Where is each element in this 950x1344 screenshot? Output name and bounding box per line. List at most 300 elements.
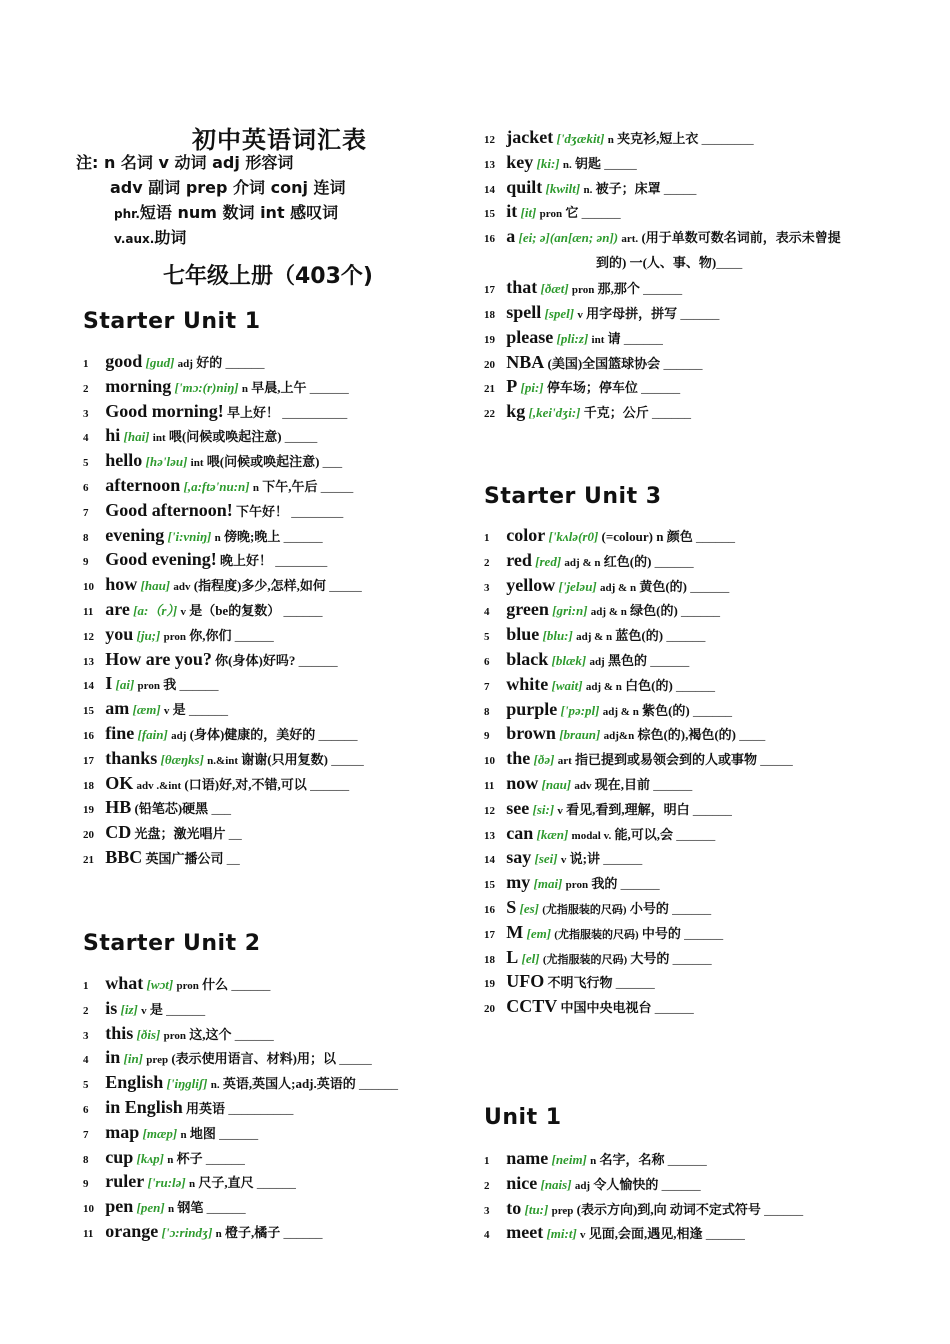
entry-number: 16: [484, 903, 495, 916]
unit-heading-starter-1: Starter Unit 1: [83, 309, 261, 334]
entry-blank: ______: [672, 950, 712, 966]
entry-word: red: [506, 549, 532, 570]
entry-blank: ________: [275, 553, 328, 569]
entry-phonetic: [pli:z]: [556, 330, 589, 346]
entry-word: ruler: [105, 1171, 145, 1192]
entry-word: in English: [105, 1096, 183, 1117]
entry-word: I: [105, 673, 113, 694]
entry-blank: ______: [684, 925, 724, 941]
entry-number: 10: [83, 581, 94, 594]
entry-blank: ______: [234, 1026, 274, 1042]
entry-blank: ______: [234, 627, 274, 643]
entry-phonetic: [wait]: [551, 677, 583, 693]
entry-definition: 不明飞行物: [547, 975, 613, 991]
legend-line-1: 注: n 名词 v 动词 adj 形容词: [76, 153, 294, 172]
word-entry: [83, 721, 364, 746]
entry-phonetic: [es]: [519, 900, 540, 916]
word-entry: [484, 969, 793, 994]
entry-phonetic: [gud]: [145, 355, 175, 370]
entry-number: 1: [484, 1155, 490, 1167]
entry-number: 15: [484, 879, 495, 892]
entry-phonetic: [kʌp]: [136, 1150, 164, 1166]
entry-pos: int: [190, 457, 204, 470]
entry-pos: adj & n: [600, 581, 637, 594]
entry-blank: ______: [690, 578, 730, 594]
entry-blank: ______: [581, 205, 621, 221]
entry-number: 22: [484, 408, 495, 421]
word-entry: [484, 746, 793, 771]
entry-number: 17: [484, 928, 495, 941]
entry-word: UFO: [506, 971, 545, 992]
entry-pos: modal v.: [571, 829, 612, 842]
entry-blank: ______: [603, 851, 643, 867]
entry-phonetic: [nais]: [540, 1176, 572, 1192]
entry-number: 20: [484, 1003, 495, 1016]
entry-phonetic: [kæn]: [536, 826, 569, 842]
entry-word: the: [506, 748, 531, 769]
entry-definition: 黑色的: [607, 652, 647, 668]
entry-number: 7: [83, 1128, 89, 1141]
entry-word: brown: [506, 723, 556, 744]
entry-number: 6: [484, 655, 490, 668]
entry-definition: 用字母拼，拼写: [586, 305, 678, 321]
word-entry: [484, 300, 841, 325]
word-entry: [484, 125, 841, 150]
entry-pos: v: [180, 605, 186, 618]
entry-definition: 大号的: [630, 950, 670, 966]
word-entry: [484, 199, 841, 224]
entry-blank: ______: [654, 553, 694, 569]
entry-definition-cont: 到的) 一(人、事、物): [596, 255, 717, 271]
entry-phonetic: [si:]: [532, 801, 555, 817]
entry-word: HB: [105, 797, 132, 818]
word-entry: [484, 275, 841, 300]
entry-word: orange: [105, 1220, 159, 1241]
grade-title: 七年级上册（403个): [163, 264, 373, 289]
entry-blank: ______: [615, 975, 655, 991]
entry-pos: adj & n: [576, 631, 613, 644]
entry-definition: 英国广播公司: [145, 850, 224, 866]
entry-phonetic: ['jeləu]: [558, 578, 597, 594]
entry-word: S: [506, 896, 517, 917]
word-entry: [484, 573, 793, 598]
entry-number: 18: [484, 308, 495, 321]
word-entry: [83, 374, 364, 399]
entry-word: Good evening!: [105, 549, 217, 570]
entry-definition: (美国)全国篮球协会: [547, 355, 661, 371]
entry-blank: _____: [331, 751, 364, 767]
entry-pos: n.: [210, 1079, 220, 1092]
entry-phonetic: [blæk]: [551, 652, 587, 668]
entry-word: hi: [105, 425, 121, 446]
entry-blank: __________: [282, 404, 348, 420]
entry-pos: pron: [176, 980, 199, 992]
entry-blank: ______: [283, 602, 323, 618]
entry-phonetic: [kwilt]: [545, 180, 581, 196]
entry-blank: ______: [676, 826, 716, 842]
entry-word: Good morning!: [105, 400, 224, 421]
entry-pos: pron: [163, 630, 187, 643]
entry-word: this: [105, 1022, 134, 1043]
entry-phonetic: [pi:]: [520, 380, 544, 396]
entry-word: English: [105, 1072, 164, 1093]
entry-pos: adj & n: [602, 705, 639, 718]
entry-pos: n.: [583, 183, 593, 196]
word-entry: [484, 548, 793, 573]
entry-definition: 名字，名称: [599, 1152, 665, 1167]
unit-heading-starter-3: Starter Unit 3: [484, 484, 662, 509]
word-entry: [83, 1021, 398, 1046]
word-entry: [83, 622, 364, 647]
entry-blank: ___: [211, 801, 231, 817]
entry-definition: 是（be的复数）: [189, 602, 281, 618]
entry-number: 9: [83, 556, 89, 569]
word-entry: [83, 845, 364, 870]
entry-word: am: [105, 698, 130, 719]
entry-phonetic: [mæp]: [142, 1125, 178, 1141]
word-entry: [83, 349, 364, 374]
entry-pos: pron: [565, 879, 589, 892]
entry-phonetic: [,ɑ:ftə'nu:n]: [183, 478, 250, 494]
legend-line-3: [114, 200, 338, 223]
entry-definition: 它: [565, 205, 579, 221]
entry-number: 1: [484, 532, 490, 544]
entry-number: 17: [83, 754, 94, 767]
entry-definition: 早上好！: [227, 404, 280, 420]
entry-definition: 你(身体)好吗?: [215, 652, 296, 668]
word-entry: [484, 1196, 803, 1221]
entry-number: 16: [484, 233, 495, 246]
entry-word: evening: [105, 524, 165, 545]
entry-blank: ______: [205, 1150, 245, 1166]
entry-number: 13: [484, 158, 495, 171]
entry-definition: 钢笔: [177, 1200, 204, 1216]
word-entry: [484, 647, 793, 672]
entry-word: thanks: [105, 747, 158, 768]
entry-pos: v: [580, 1229, 586, 1242]
word-entry: [83, 1219, 398, 1244]
entry-definition: 下午,午后: [262, 478, 318, 494]
word-entry: [484, 1146, 803, 1171]
entry-definition: 晚上好！: [220, 553, 273, 569]
entry-number: 11: [83, 605, 94, 618]
word-entry: [484, 1220, 803, 1245]
entry-definition: 什么: [202, 977, 229, 992]
entry-phonetic: [iz]: [120, 1001, 138, 1017]
entry-phonetic: [em]: [526, 925, 552, 941]
entry-blank: ______: [359, 1076, 399, 1092]
unit-heading-starter-2: Starter Unit 2: [83, 931, 261, 956]
entry-phonetic: ['mɔ:(r)niŋ]: [174, 379, 239, 395]
entry-word: it: [506, 201, 518, 222]
word-entry: [484, 597, 793, 622]
word-entry: [484, 821, 793, 846]
entry-number: 1: [83, 980, 89, 992]
entry-number: 7: [484, 680, 490, 693]
entry-word: pen: [105, 1196, 134, 1217]
entry-blank: ______: [695, 529, 735, 544]
word-entry: [83, 547, 364, 572]
entry-number: 4: [83, 432, 89, 445]
word-entry: [83, 746, 364, 771]
entry-definition: 那,那个: [597, 281, 640, 297]
entry-word: P: [506, 376, 518, 397]
entry-number: 5: [83, 457, 89, 470]
entry-number: 18: [83, 779, 94, 792]
page-title: 初中英语词汇表: [192, 126, 367, 154]
word-entry: [83, 473, 364, 498]
entry-pos: pron: [137, 680, 160, 693]
entry-pos: n: [241, 382, 248, 395]
entry-number: 14: [484, 854, 495, 867]
entry-phonetic: [it]: [520, 205, 537, 221]
entry-pos: int: [152, 432, 166, 445]
entry-definition: 傍晚;晚上: [224, 528, 281, 544]
word-entry: [484, 350, 841, 375]
entry-blank: ___: [322, 454, 343, 470]
word-entry: [83, 597, 364, 622]
entry-phonetic: [ai]: [115, 677, 135, 693]
entry-pos: (尤指服装的尺码): [542, 953, 628, 966]
entry-definition: 蓝色(的): [615, 628, 664, 644]
entry-phonetic: [neim]: [551, 1152, 587, 1167]
entry-definition: 我的: [591, 876, 618, 892]
entry-pos: adj & n: [564, 556, 601, 569]
entry-word: quilt: [506, 176, 543, 197]
word-entry: [83, 1120, 398, 1145]
entry-blank: ______: [620, 876, 660, 892]
entry-blank: _____: [604, 155, 637, 171]
entry-word: my: [506, 872, 531, 893]
entry-word: see: [506, 797, 530, 818]
entry-blank: ______: [764, 1201, 804, 1217]
entry-pos: v: [557, 804, 563, 817]
entry-definition: 请: [607, 330, 621, 346]
entry-phonetic: [ju;]: [136, 627, 161, 643]
entry-number: 1: [83, 358, 89, 370]
entry-definition: 这,这个: [189, 1026, 232, 1042]
entry-number: 9: [83, 1178, 89, 1191]
entry-pos: n: [215, 1227, 222, 1240]
entry-pos: adj & n: [585, 680, 622, 693]
entry-phonetic: [hau]: [140, 578, 171, 594]
entry-definition: 光盘；激光唱片: [134, 826, 226, 842]
entry-definition: 说;讲: [569, 851, 600, 867]
word-entry: [83, 1045, 398, 1070]
entry-number: 15: [83, 705, 94, 718]
entry-phonetic: [fain]: [137, 726, 168, 742]
entry-phonetic: ['i:vniŋ]: [167, 528, 212, 544]
entry-pos: n: [167, 1203, 175, 1216]
word-list-unit-1: [484, 1146, 803, 1245]
entry-definition: 我: [163, 677, 177, 693]
entry-blank: ______: [650, 652, 690, 668]
entry-phonetic: [blu:]: [542, 628, 573, 644]
entry-phonetic: [hə'ləu]: [145, 454, 188, 470]
entry-number: 6: [83, 1103, 89, 1116]
word-entry: [83, 423, 364, 448]
entry-blank: ______: [643, 281, 683, 297]
entry-phonetic: [spel]: [544, 305, 575, 321]
entry-number: 10: [484, 755, 495, 768]
word-entry: [83, 399, 364, 424]
entry-definition: 橙子,橘子: [225, 1224, 281, 1240]
word-entry: [484, 945, 793, 970]
word-entry: [484, 374, 841, 399]
entry-number: 13: [484, 829, 495, 842]
word-entry: [484, 672, 793, 697]
entry-pos: n: [607, 134, 614, 146]
entry-word: what: [105, 973, 144, 993]
legend-line-2: adv 副词 prep 介词 conj 连词: [110, 178, 346, 197]
entry-phonetic: [wɔt]: [146, 977, 174, 992]
word-entry: [83, 996, 398, 1021]
entry-definition: 黄色(的): [639, 578, 687, 594]
entry-phonetic: [nau]: [541, 776, 572, 792]
entry-pos: adv .&int: [136, 779, 182, 792]
entry-blank: ______: [318, 726, 358, 742]
entry-definition: 是: [172, 702, 186, 718]
entry-word: color: [506, 525, 546, 545]
entry-blank: _____: [320, 478, 354, 494]
entry-phonetic: [æm]: [132, 702, 161, 718]
entry-pos: pron: [163, 1029, 187, 1042]
word-entry: [484, 523, 793, 548]
entry-number: 12: [484, 804, 495, 817]
entry-blank: _____: [284, 429, 318, 445]
entry-phonetic: [θæŋks]: [160, 751, 204, 767]
entry-word: in: [105, 1047, 121, 1068]
entry-phonetic: [tu:]: [524, 1201, 549, 1217]
entry-blank: ______: [166, 1001, 206, 1017]
word-entry: [484, 796, 793, 821]
entry-phonetic: [ei; ə](an[æn; ən]): [518, 230, 619, 246]
unit-heading-unit-1: Unit 1: [484, 1105, 562, 1130]
entry-number: 12: [484, 134, 495, 146]
word-entry: [484, 1171, 803, 1196]
entry-definition: 停车场；停车位: [546, 380, 638, 396]
entry-phonetic: [el]: [521, 950, 540, 966]
entry-word: How are you?: [105, 648, 212, 669]
entry-definition: (表示方向)到,向 动词不定式符号: [576, 1201, 761, 1217]
entry-number: 8: [83, 1153, 89, 1166]
entry-phonetic: ['dʒækit]: [556, 131, 605, 146]
entry-number: 2: [484, 1179, 490, 1192]
entry-word: NBA: [506, 351, 545, 372]
entry-blank: ______: [623, 330, 663, 346]
entry-blank: ____: [739, 727, 766, 743]
entry-word: say: [506, 847, 532, 868]
word-list-starter-2: [83, 971, 398, 1244]
entry-blank: ________: [701, 131, 754, 146]
word-entry: [484, 224, 841, 275]
entry-definition: 用英语: [186, 1100, 226, 1116]
entry-pos: adv: [574, 779, 592, 792]
entry-blank: ______: [666, 628, 706, 644]
entry-phonetic: [hai]: [123, 429, 150, 445]
entry-definition: 白色(的): [625, 677, 673, 693]
legend-line-3-text: 短语 num 数词 int 感叹词: [139, 203, 339, 222]
entry-number: 19: [484, 333, 495, 346]
entry-blank: ______: [219, 1125, 259, 1141]
entry-number: 2: [83, 1004, 89, 1017]
entry-word: yellow: [506, 574, 556, 595]
entry-definition: 好的: [196, 355, 223, 370]
entry-number: 17: [484, 284, 495, 297]
entry-blank: ______: [206, 1200, 246, 1216]
entry-number: 4: [83, 1054, 89, 1067]
entry-word: Good afternoon!: [105, 499, 233, 520]
entry-number: 4: [484, 1229, 490, 1242]
entry-word: morning: [105, 375, 172, 396]
entry-blank: ________: [291, 503, 344, 519]
entry-word: how: [105, 574, 138, 595]
entry-blank: ______: [188, 702, 228, 718]
entry-phonetic: [ki:]: [536, 155, 560, 171]
entry-definition: 千克；公斤: [583, 405, 649, 421]
entry-word: name: [506, 1148, 549, 1168]
entry-number: 9: [484, 730, 490, 743]
entry-phonetic: [,kei'dʒi:]: [528, 405, 581, 421]
entry-phonetic: [ðə]: [533, 752, 555, 768]
entry-blank: _____: [329, 578, 362, 594]
entry-definition: 英语,英国人;adj.英语的: [222, 1076, 356, 1092]
entry-phonetic: ['kʌlə(r0]: [548, 529, 599, 544]
entry-number: 21: [484, 383, 495, 396]
entry-word: now: [506, 772, 539, 793]
entry-number: 7: [83, 506, 89, 519]
entry-word: to: [506, 1197, 522, 1218]
entry-number: 14: [484, 183, 495, 196]
entry-word: hello: [105, 450, 143, 471]
entry-pos: adj&n: [603, 730, 635, 743]
entry-blank: ______: [652, 405, 691, 421]
entry-number: 14: [83, 680, 94, 693]
entry-number: 19: [484, 978, 495, 991]
entry-number: 3: [83, 1029, 89, 1042]
entry-phonetic: ['iŋgliʃ]: [166, 1076, 208, 1092]
entry-blank: ______: [661, 1176, 701, 1192]
entry-definition: (铅笔芯)硬黑: [134, 801, 209, 817]
word-entry: [83, 1169, 398, 1194]
entry-definition: 夹克衫,短上衣: [617, 131, 699, 146]
entry-pos: n: [167, 1153, 174, 1166]
entry-definition: (=colour) n 颜色: [601, 529, 693, 544]
entry-word: purple: [506, 698, 558, 719]
entry-word: map: [105, 1121, 140, 1142]
word-list-starter-2-cont: [484, 125, 841, 424]
entry-word: white: [506, 673, 549, 694]
word-entry: [83, 1145, 398, 1170]
entry-word: you: [105, 623, 134, 644]
entry-definition: 喂(问候或唤起注意): [206, 454, 320, 470]
entry-phonetic: ['pə:pl]: [560, 702, 600, 718]
entry-definition: 看见,看到,理解，明白: [566, 801, 690, 817]
entry-word: nice: [506, 1172, 538, 1193]
entry-pos: (尤指服装的尺码): [554, 928, 639, 941]
entry-blank: ______: [179, 677, 219, 693]
entry-definition: 谢谢(只用复数): [241, 751, 328, 767]
entry-word: kg: [506, 401, 526, 422]
entry-phonetic: ['ru:lə]: [147, 1175, 186, 1191]
entry-pos: n: [189, 1178, 196, 1191]
entry-word: fine: [105, 722, 135, 743]
entry-definition: (指程度)多少,怎样,如何: [193, 578, 326, 594]
entry-number: 2: [484, 556, 490, 569]
entry-word: CD: [105, 822, 132, 843]
word-entry: [484, 994, 793, 1019]
entry-definition: 被子；床罩: [595, 180, 661, 196]
